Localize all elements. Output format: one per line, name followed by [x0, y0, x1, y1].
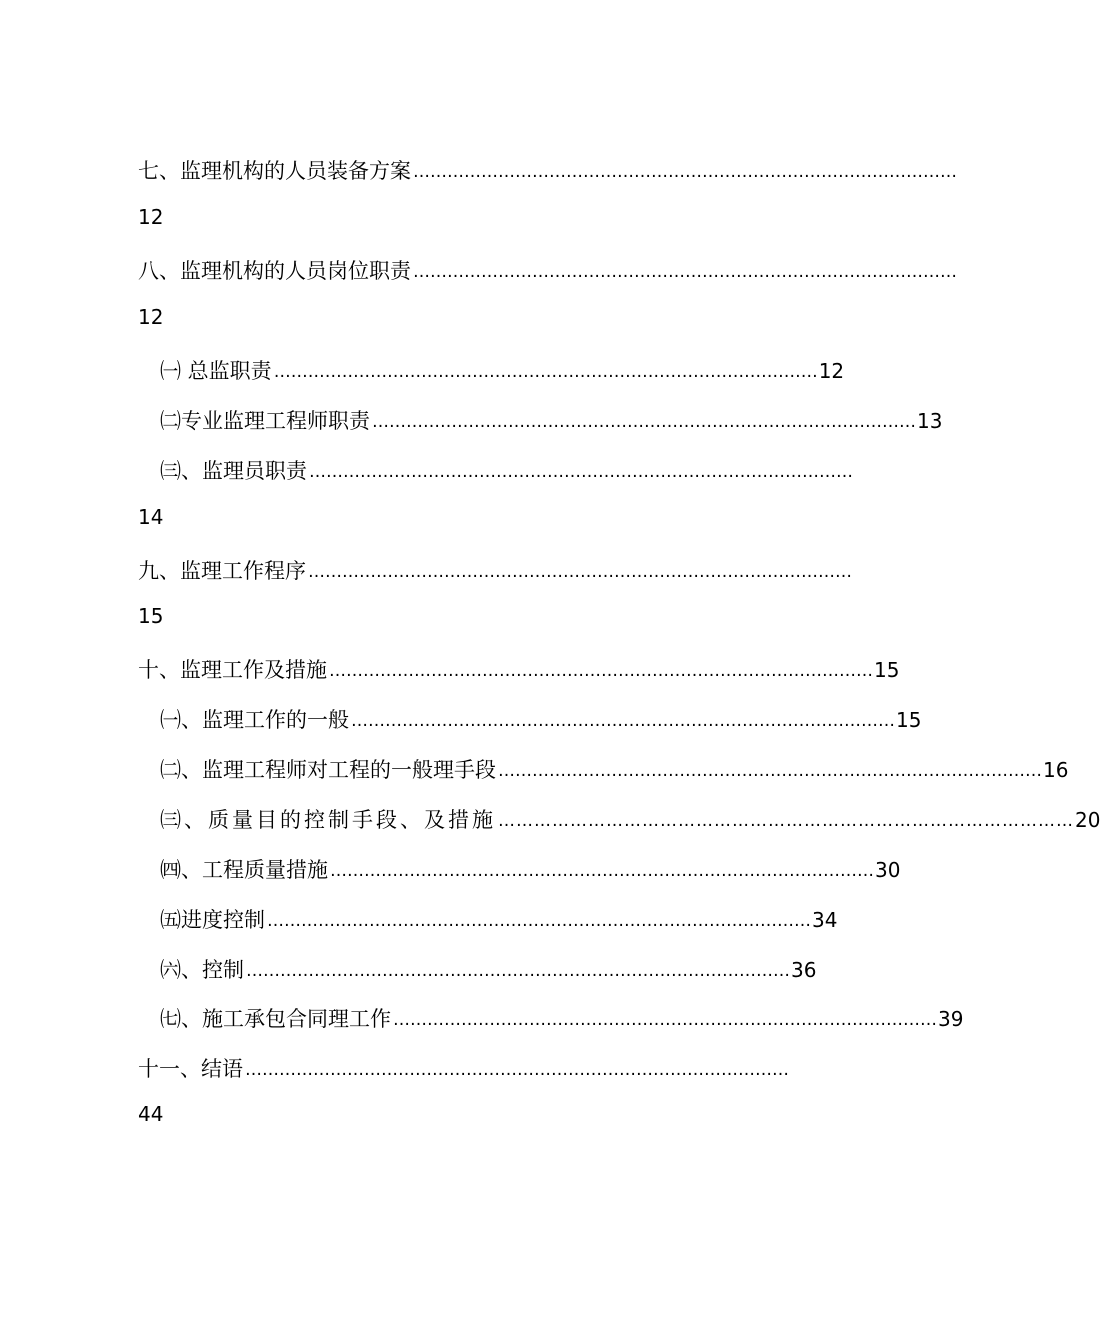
- dot-leader: ……………………………………………………………………………………: [329, 661, 873, 681]
- dot-leader: ……………………………………………………………………………………: [498, 761, 1042, 781]
- toc-entry-title: ㈢、监理员职责: [160, 459, 307, 483]
- toc-entry-page: 12: [138, 305, 164, 329]
- toc-entry-page: 14: [138, 505, 164, 529]
- toc-entry-10-5[interactable]: [160, 899, 838, 933]
- toc-entry-page: 44: [138, 1102, 164, 1126]
- dot-leader: ……………………………………………………………………………………: [413, 262, 957, 282]
- toc-entry-8-2[interactable]: [160, 400, 943, 434]
- toc-entry-7[interactable]: [138, 150, 957, 184]
- toc-entry-title: ㈥、控制: [160, 958, 244, 982]
- toc-entry-10-7[interactable]: [160, 998, 964, 1032]
- toc-entry-title: ㈡、监理工程师对工程的一般理手段: [160, 758, 496, 782]
- toc-entry-title: ㈦、施工承包合同理工作: [160, 1007, 391, 1031]
- dot-leader: ……………………………………………………………………………………: [351, 711, 895, 731]
- dot-leader: ……………………………………………………………………………………: [413, 162, 957, 182]
- dot-leader: ……………………………………………………………………………………: [308, 562, 852, 582]
- toc-entry-8-3[interactable]: [160, 450, 853, 484]
- dot-leader: ……………………………………………………………………………………: [246, 961, 790, 981]
- toc-entry-10-4[interactable]: [160, 849, 901, 883]
- toc-entry-title: ㈡专业监理工程师职责: [160, 409, 370, 433]
- toc-entry-10-3[interactable]: [160, 799, 1100, 833]
- toc-entry-title: ㈤进度控制: [160, 908, 265, 932]
- toc-entry-page: 20: [1075, 808, 1100, 832]
- toc-entry-10-6[interactable]: [160, 949, 817, 983]
- dot-leader: ……………………………………………………………………………………: [372, 412, 916, 432]
- toc-entry-page: 12: [138, 205, 164, 229]
- toc-entry-title: 十、监理工作及措施: [138, 658, 327, 682]
- toc-entry-page: 16: [1043, 758, 1069, 782]
- dot-leader: ……………………………………………………………………………………: [393, 1010, 937, 1030]
- dot-leader: ……………………………………………………………………………………: [267, 911, 811, 931]
- dot-leader: ……………………………………………………………………………………: [273, 362, 818, 382]
- toc-entry-page: 12: [818, 359, 845, 383]
- toc-entry-10-2[interactable]: [160, 749, 1069, 783]
- toc-entry-8-1[interactable]: [160, 350, 845, 384]
- toc-entry-page: 36: [791, 958, 817, 982]
- toc-entry-title: 十一、结语: [138, 1057, 243, 1081]
- toc-entry-page: 15: [874, 658, 900, 682]
- toc-entry-10[interactable]: [138, 649, 900, 683]
- toc-entry-11[interactable]: [138, 1048, 812, 1082]
- toc-entry-page: 39: [938, 1007, 964, 1031]
- dot-leader: ……………………………………………………………………………………: [245, 1060, 789, 1080]
- dot-leader: ……………………………………………………………………………………: [330, 861, 874, 881]
- toc-entry-title: 九、监理工作程序: [138, 559, 306, 583]
- toc-entry-10-1[interactable]: [160, 699, 922, 733]
- toc-entry-title: ㈠、监理工作的一般: [160, 708, 349, 732]
- toc-entry-8[interactable]: [138, 250, 957, 284]
- toc-entry-title: ㈣、工程质量措施: [160, 858, 328, 882]
- toc-entry-9[interactable]: [138, 550, 852, 584]
- toc-entry-page: 30: [875, 858, 901, 882]
- toc-entry-page: 34: [812, 908, 838, 932]
- toc-entry-page: 13: [917, 409, 943, 433]
- dot-leader: ……………………………………………………………………………………: [498, 811, 1074, 831]
- toc-entry-page: 15: [138, 604, 164, 628]
- toc-entry-title: 七、监理机构的人员装备方案: [138, 159, 411, 183]
- toc-entry-title: ㈢、质量目的控制手段、及措施: [160, 808, 496, 832]
- toc-entry-page: 15: [896, 708, 922, 732]
- toc-entry-title: 八、监理机构的人员岗位职责: [138, 259, 411, 283]
- toc-entry-title: ㈠ 总监职责: [160, 359, 272, 383]
- dot-leader: ……………………………………………………………………………………: [309, 462, 853, 482]
